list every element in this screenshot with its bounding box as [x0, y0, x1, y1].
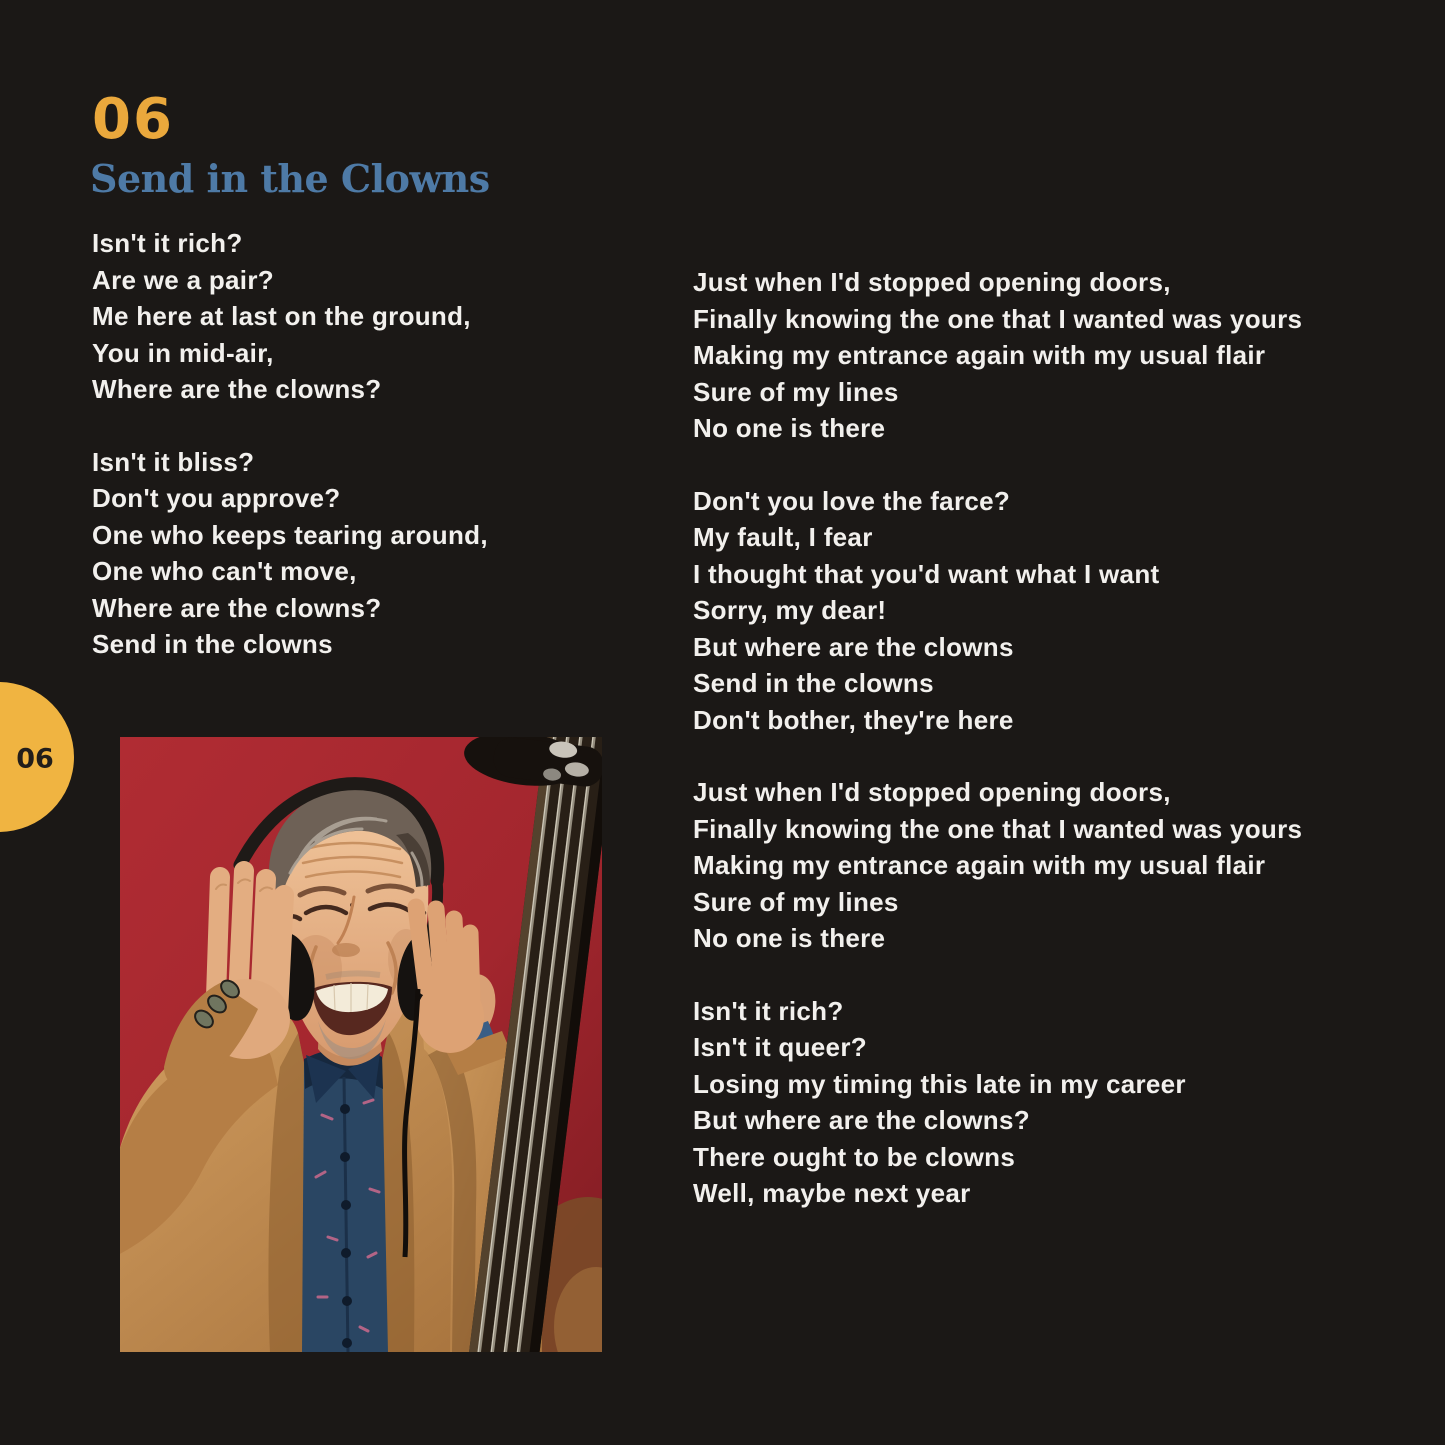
lyric-line: But where are the clowns [693, 631, 1014, 662]
track-number: 06 [92, 87, 174, 152]
lyric-line: Send in the clowns [92, 629, 333, 659]
lyric-line: You in mid-air, [92, 337, 274, 368]
lyric-line: Isn't it bliss? [92, 446, 255, 477]
stanza-2 [92, 444, 652, 663]
lyric-line: Well, maybe next year [693, 1178, 971, 1208]
lyric-line: One who keeps tearing around, [92, 519, 488, 550]
lyric-line: Where are the clowns? [92, 592, 382, 623]
stanza-4 [693, 483, 1333, 739]
lyric-line: I thought that you'd want what I want [693, 558, 1160, 589]
lyric-line: Isn't it rich? [693, 995, 844, 1026]
lyric-line: Finally knowing the one that I wanted was yours [693, 303, 1303, 334]
performer-photo-illustration [120, 737, 602, 1352]
lyric-line: No one is there [693, 923, 886, 953]
lyric-line: Don't you love the farce? [693, 485, 1011, 516]
lyric-line: Making my entrance again with my usual flair [693, 850, 1266, 880]
lyric-line: Sure of my lines [693, 376, 899, 407]
lyric-line: Don't you approve? [92, 483, 341, 513]
lyric-line: But where are the clowns? [693, 1105, 1030, 1135]
lyric-line: Where are the clowns? [92, 374, 382, 404]
lyric-line: Losing my timing this late in my career [693, 1068, 1186, 1099]
stanza-3 [693, 264, 1333, 447]
lyric-line: Just when I'd stopped opening doors, [693, 777, 1171, 807]
lyrics-column-right [693, 264, 1333, 1248]
lyric-line: There ought to be clowns [693, 1141, 1016, 1172]
lyric-line: Isn't it queer? [693, 1032, 867, 1062]
track-title: Send in the Clowns [90, 156, 490, 201]
lyric-line: No one is there [693, 413, 886, 443]
lyrics-column-left [92, 225, 652, 699]
performer-photo [120, 737, 602, 1352]
lyric-line: One who can't move, [92, 556, 357, 586]
stanza-5 [693, 774, 1333, 957]
lyric-line: Me here at last on the ground, [92, 301, 471, 331]
lyric-line: Are we a pair? [92, 264, 274, 295]
stanza-6 [693, 993, 1333, 1212]
lyric-line: Finally knowing the one that I wanted was yours [693, 813, 1303, 844]
lyric-line: Sure of my lines [693, 886, 899, 917]
stanza-1 [92, 225, 652, 408]
lyric-line: Making my entrance again with my usual flair [693, 340, 1266, 370]
lyric-line: Send in the clowns [693, 668, 934, 698]
page-number-label: 06 [16, 743, 54, 775]
lyric-line: My fault, I fear [693, 522, 873, 552]
lyric-line: Don't bother, they're here [693, 704, 1014, 735]
lyric-line: Just when I'd stopped opening doors, [693, 267, 1171, 297]
lyric-line: Isn't it rich? [92, 228, 243, 258]
lyric-line: Sorry, my dear! [693, 595, 887, 625]
page-number-tab [0, 682, 74, 832]
